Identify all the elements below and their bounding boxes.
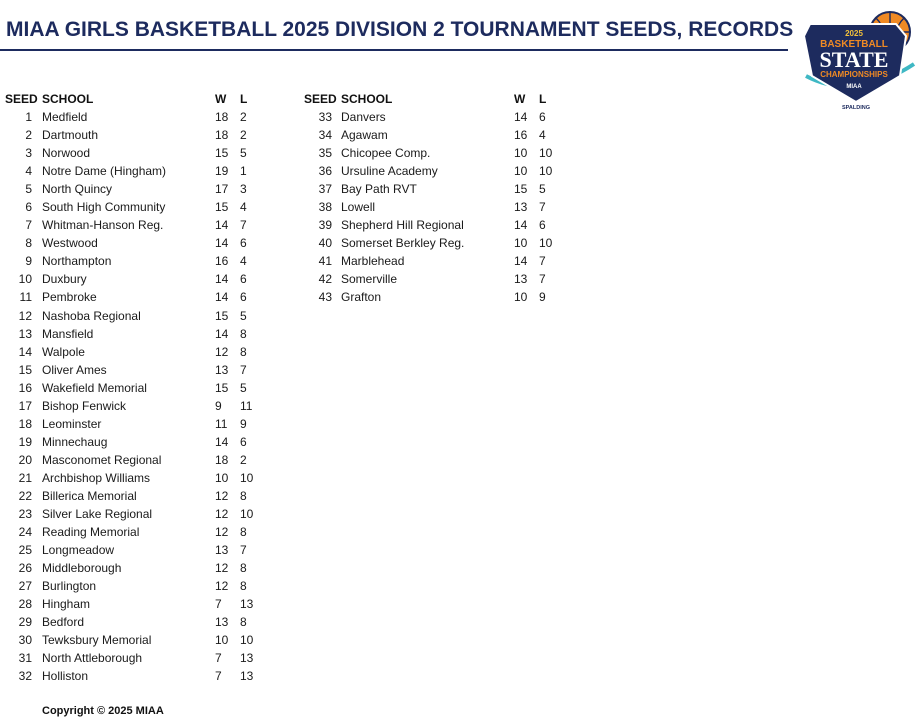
wins-cell: 10 xyxy=(514,164,528,179)
seed-cell: 13 xyxy=(18,326,32,341)
header-school: SCHOOL xyxy=(42,92,94,106)
school-cell: Longmeadow xyxy=(42,543,115,558)
table-row xyxy=(300,180,570,198)
losses-cell: 7 xyxy=(539,254,546,269)
wins-cell: 13 xyxy=(215,615,229,630)
wins-cell: 16 xyxy=(514,128,528,143)
table-row xyxy=(0,144,270,162)
losses-cell: 4 xyxy=(240,254,247,269)
wins-cell: 10 xyxy=(514,290,528,305)
wins-cell: 13 xyxy=(215,543,229,558)
seed-cell: 32 xyxy=(18,669,32,684)
school-cell: Minnechaug xyxy=(42,434,108,449)
table-row xyxy=(0,541,270,559)
seed-cell: 33 xyxy=(318,110,332,124)
table-row xyxy=(300,270,570,288)
table-row xyxy=(0,505,270,523)
table-row xyxy=(0,325,270,343)
losses-cell: 9 xyxy=(240,416,247,431)
table-row xyxy=(0,649,270,667)
losses-cell: 2 xyxy=(240,452,247,467)
school-cell: Notre Dame (Hingham) xyxy=(42,164,167,179)
logo-line3: CHAMPIONSHIPS xyxy=(820,70,888,79)
losses-cell: 4 xyxy=(539,128,546,143)
wins-cell: 14 xyxy=(514,254,528,269)
losses-cell: 5 xyxy=(240,380,247,395)
seed-cell: 10 xyxy=(18,272,32,287)
school-cell: Nashoba Regional xyxy=(42,308,141,323)
school-cell: Somerset Berkley Reg. xyxy=(341,236,465,251)
table-body-right xyxy=(300,108,570,307)
header-wins: W xyxy=(215,92,227,106)
wins-cell: 10 xyxy=(514,236,528,251)
wins-cell: 14 xyxy=(514,110,528,124)
table-row xyxy=(300,288,570,306)
school-cell: Agawam xyxy=(341,128,388,143)
losses-cell: 6 xyxy=(240,434,247,449)
header-wins: W xyxy=(514,92,526,106)
seed-cell: 24 xyxy=(18,525,32,540)
school-cell: Chicopee Comp. xyxy=(341,146,431,161)
wins-cell: 7 xyxy=(215,651,222,666)
losses-cell: 1 xyxy=(240,164,247,179)
table-row xyxy=(300,252,570,270)
seed-cell: 1 xyxy=(25,110,32,124)
logo-sponsor: SPALDING xyxy=(841,105,871,111)
wins-cell: 13 xyxy=(514,200,528,215)
school-cell: Bedford xyxy=(42,615,85,630)
losses-cell: 5 xyxy=(240,308,247,323)
losses-cell: 7 xyxy=(539,200,546,215)
table-row xyxy=(0,559,270,577)
seed-cell: 37 xyxy=(318,182,332,197)
wins-cell: 15 xyxy=(215,380,229,395)
losses-cell: 13 xyxy=(240,597,254,612)
logo-line2: STATE xyxy=(819,47,889,72)
table-row xyxy=(300,162,570,180)
wins-cell: 10 xyxy=(215,470,229,485)
wins-cell: 10 xyxy=(514,146,528,161)
header-seed: SEED xyxy=(5,92,38,106)
seed-cell: 18 xyxy=(18,416,32,431)
header-school: SCHOOL xyxy=(341,92,393,106)
table-row xyxy=(0,595,270,613)
seeds-table-left xyxy=(0,91,270,686)
wins-cell: 18 xyxy=(215,110,229,124)
wins-cell: 15 xyxy=(215,200,229,215)
school-cell: Ursuline Academy xyxy=(341,164,438,179)
wins-cell: 14 xyxy=(215,326,229,341)
wins-cell: 12 xyxy=(215,507,229,522)
school-cell: Dartmouth xyxy=(42,128,99,143)
state-championships-logo xyxy=(796,6,918,112)
page-title: MIAA GIRLS BASKETBALL 2025 DIVISION 2 TOURNAMENT SEEDS, RECORDS xyxy=(6,18,794,41)
logo-line1: BASKETBALL xyxy=(820,39,888,50)
school-cell: North Attleborough xyxy=(42,651,143,666)
school-cell: Bishop Fenwick xyxy=(42,398,127,413)
wins-cell: 18 xyxy=(215,128,229,143)
losses-cell: 6 xyxy=(240,290,247,305)
table-row xyxy=(0,270,270,288)
header-seed: SEED xyxy=(304,92,337,106)
wins-cell: 14 xyxy=(215,218,229,233)
losses-cell: 13 xyxy=(240,651,254,666)
seed-cell: 28 xyxy=(18,597,32,612)
table-row xyxy=(0,577,270,595)
losses-cell: 8 xyxy=(240,525,247,540)
table-row xyxy=(0,523,270,541)
seed-cell: 31 xyxy=(18,651,32,666)
losses-cell: 10 xyxy=(539,164,553,179)
losses-cell: 6 xyxy=(539,218,546,233)
losses-cell: 2 xyxy=(240,128,247,143)
seed-cell: 36 xyxy=(318,164,332,179)
school-cell: Masconomet Regional xyxy=(42,452,162,467)
school-cell: Medfield xyxy=(42,110,88,124)
school-cell: Walpole xyxy=(42,344,85,359)
seed-cell: 2 xyxy=(25,128,32,143)
table-row xyxy=(0,487,270,505)
wins-cell: 14 xyxy=(514,218,528,233)
losses-cell: 3 xyxy=(240,182,247,197)
school-cell: Hingham xyxy=(42,597,91,612)
seed-cell: 7 xyxy=(25,218,32,233)
school-cell: Westwood xyxy=(42,236,98,251)
losses-cell: 5 xyxy=(539,182,546,197)
seed-cell: 30 xyxy=(18,633,32,648)
wins-cell: 16 xyxy=(215,254,229,269)
school-cell: Tewksbury Memorial xyxy=(42,633,152,648)
seed-cell: 8 xyxy=(25,236,32,251)
school-cell: Reading Memorial xyxy=(42,525,140,540)
table-row xyxy=(300,216,570,234)
wins-cell: 12 xyxy=(215,344,229,359)
table-row xyxy=(0,162,270,180)
table-row xyxy=(300,108,570,126)
school-cell: Middleborough xyxy=(42,561,122,576)
losses-cell: 10 xyxy=(240,633,254,648)
seed-cell: 11 xyxy=(19,290,32,305)
losses-cell: 10 xyxy=(539,146,553,161)
losses-cell: 8 xyxy=(240,488,247,503)
seed-cell: 4 xyxy=(25,164,32,179)
seed-cell: 5 xyxy=(25,182,32,197)
wins-cell: 13 xyxy=(514,272,528,287)
school-cell: Pembroke xyxy=(42,290,97,305)
seed-cell: 9 xyxy=(25,254,32,269)
school-cell: Oliver Ames xyxy=(42,362,107,377)
school-cell: Lowell xyxy=(341,200,376,215)
table-row xyxy=(0,361,270,379)
seed-cell: 26 xyxy=(18,561,32,576)
table-row xyxy=(300,144,570,162)
copyright-notice: Copyright © 2025 MIAA xyxy=(42,705,164,717)
losses-cell: 5 xyxy=(240,146,247,161)
losses-cell: 10 xyxy=(240,470,254,485)
table-row xyxy=(0,126,270,144)
table-row xyxy=(0,198,270,216)
wins-cell: 15 xyxy=(215,308,229,323)
wins-cell: 14 xyxy=(215,272,229,287)
seed-cell: 22 xyxy=(18,488,32,503)
school-cell: Danvers xyxy=(341,110,386,124)
wins-cell: 19 xyxy=(215,164,229,179)
losses-cell: 11 xyxy=(240,398,253,413)
wins-cell: 15 xyxy=(514,182,528,197)
table-row xyxy=(0,415,270,433)
table-row xyxy=(0,180,270,198)
seed-cell: 43 xyxy=(318,290,332,305)
school-cell: Somerville xyxy=(341,272,398,287)
seed-cell: 3 xyxy=(25,146,32,161)
school-cell: Duxbury xyxy=(42,272,87,287)
table-row xyxy=(0,252,270,270)
table-row xyxy=(0,379,270,397)
school-cell: Grafton xyxy=(341,290,382,305)
table-row xyxy=(0,216,270,234)
wins-cell: 7 xyxy=(215,597,222,612)
seed-cell: 6 xyxy=(25,200,32,215)
wins-cell: 13 xyxy=(215,362,229,377)
seed-cell: 42 xyxy=(318,272,332,287)
school-cell: Bay Path RVT xyxy=(341,182,417,197)
losses-cell: 6 xyxy=(240,272,247,287)
school-cell: Marblehead xyxy=(341,254,405,269)
wins-cell: 17 xyxy=(215,182,229,197)
table-body-left xyxy=(0,108,270,686)
seed-cell: 20 xyxy=(18,452,32,467)
seeds-table-right xyxy=(300,91,570,307)
seed-cell: 39 xyxy=(318,218,332,233)
seed-cell: 16 xyxy=(18,380,32,395)
school-cell: Holliston xyxy=(42,669,89,684)
table-row xyxy=(300,126,570,144)
losses-cell: 7 xyxy=(240,362,247,377)
wins-cell: 10 xyxy=(215,633,229,648)
seed-cell: 21 xyxy=(18,470,32,485)
school-cell: Shepherd Hill Regional xyxy=(341,218,464,233)
school-cell: Burlington xyxy=(42,579,97,594)
wins-cell: 12 xyxy=(215,488,229,503)
seed-cell: 29 xyxy=(18,615,32,630)
school-cell: Silver Lake Regional xyxy=(42,507,153,522)
losses-cell: 10 xyxy=(539,236,553,251)
seed-cell: 27 xyxy=(18,579,32,594)
wins-cell: 15 xyxy=(215,146,229,161)
wins-cell: 12 xyxy=(215,525,229,540)
school-cell: Norwood xyxy=(42,146,91,161)
losses-cell: 8 xyxy=(240,326,247,341)
school-cell: North Quincy xyxy=(42,182,113,197)
logo-year: 2025 xyxy=(845,29,863,38)
losses-cell: 10 xyxy=(240,507,254,522)
losses-cell: 8 xyxy=(240,615,247,630)
table-row xyxy=(0,307,270,325)
seed-cell: 41 xyxy=(318,254,332,269)
losses-cell: 7 xyxy=(240,218,247,233)
table-row xyxy=(0,288,270,306)
seed-cell: 23 xyxy=(18,507,32,522)
wins-cell: 14 xyxy=(215,290,229,305)
losses-cell: 13 xyxy=(240,669,254,684)
wins-cell: 9 xyxy=(215,398,222,413)
seed-cell: 25 xyxy=(18,543,32,558)
school-cell: Mansfield xyxy=(42,326,94,341)
losses-cell: 8 xyxy=(240,344,247,359)
seed-cell: 12 xyxy=(18,308,32,323)
table-row xyxy=(300,198,570,216)
seed-cell: 35 xyxy=(318,146,332,161)
wins-cell: 12 xyxy=(215,561,229,576)
header-losses: L xyxy=(240,92,248,106)
school-cell: Archbishop Williams xyxy=(42,470,151,485)
wins-cell: 14 xyxy=(215,434,229,449)
seed-cell: 15 xyxy=(18,362,32,377)
school-cell: Whitman-Hanson Reg. xyxy=(42,218,164,233)
table-row xyxy=(0,234,270,252)
wins-cell: 11 xyxy=(215,416,228,431)
school-cell: Northampton xyxy=(42,254,112,269)
losses-cell: 7 xyxy=(240,543,247,558)
losses-cell: 7 xyxy=(539,272,546,287)
losses-cell: 8 xyxy=(240,561,247,576)
seed-cell: 17 xyxy=(18,398,32,413)
header-losses: L xyxy=(539,92,547,106)
table-row xyxy=(0,397,270,415)
losses-cell: 6 xyxy=(539,110,546,124)
table-row xyxy=(0,433,270,451)
wins-cell: 7 xyxy=(215,669,222,684)
school-cell: Wakefield Memorial xyxy=(42,380,147,395)
losses-cell: 2 xyxy=(240,110,247,124)
wins-cell: 14 xyxy=(215,236,229,251)
title-divider xyxy=(0,49,788,51)
wins-cell: 12 xyxy=(215,579,229,594)
seed-cell: 34 xyxy=(318,128,332,143)
table-row xyxy=(0,469,270,487)
losses-cell: 8 xyxy=(240,579,247,594)
table-header xyxy=(300,91,570,108)
school-cell: Leominster xyxy=(42,416,102,431)
logo-badge: MIAA xyxy=(846,84,862,90)
table-row xyxy=(300,234,570,252)
seed-cell: 38 xyxy=(318,200,332,215)
table-header xyxy=(0,91,270,108)
school-cell: Billerica Memorial xyxy=(42,488,137,503)
table-row xyxy=(0,108,270,126)
seed-cell: 19 xyxy=(18,434,32,449)
table-row xyxy=(0,631,270,649)
table-row xyxy=(0,613,270,631)
school-cell: South High Community xyxy=(42,200,166,215)
losses-cell: 6 xyxy=(240,236,247,251)
losses-cell: 9 xyxy=(539,290,546,305)
wins-cell: 18 xyxy=(215,452,229,467)
table-row xyxy=(0,451,270,469)
table-row xyxy=(0,343,270,361)
table-row xyxy=(0,667,270,685)
seed-cell: 40 xyxy=(318,236,332,251)
seed-cell: 14 xyxy=(18,344,32,359)
losses-cell: 4 xyxy=(240,200,247,215)
